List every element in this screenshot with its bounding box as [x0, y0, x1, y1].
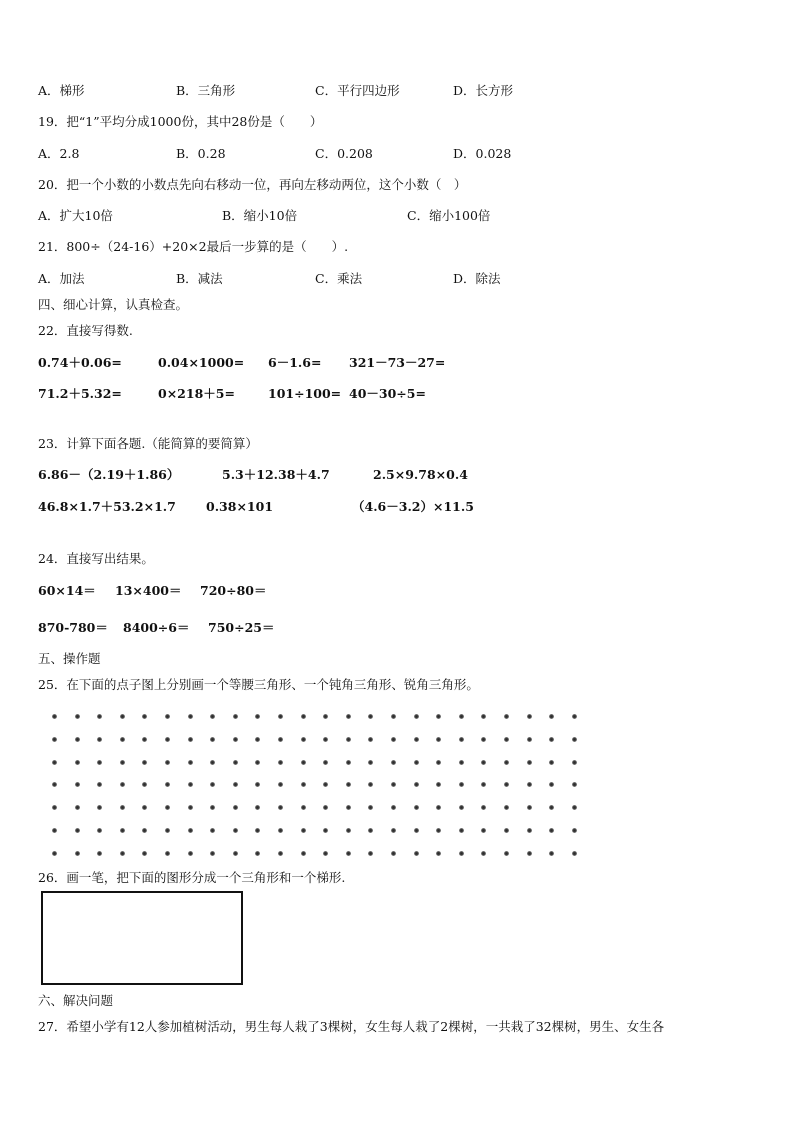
grid-dot[interactable]	[52, 737, 57, 742]
q18-option-b: B．三角形	[176, 83, 236, 98]
grid-dot[interactable]	[527, 782, 532, 787]
grid-dot[interactable]	[572, 737, 577, 742]
grid-dot[interactable]	[278, 805, 283, 810]
grid-dot[interactable]	[165, 782, 170, 787]
grid-dot[interactable]	[52, 782, 57, 787]
grid-dot[interactable]	[210, 760, 215, 765]
q22-item: 101÷100=	[268, 386, 342, 401]
grid-dot[interactable]	[436, 851, 441, 856]
grid-dot[interactable]	[301, 760, 306, 765]
grid-dot[interactable]	[120, 782, 125, 787]
grid-dot[interactable]	[142, 851, 147, 856]
grid-dot[interactable]	[97, 714, 102, 719]
grid-dot[interactable]	[391, 851, 396, 856]
q22-item: 40－30÷5=	[349, 386, 426, 401]
grid-dot[interactable]	[52, 805, 57, 810]
grid-dot[interactable]	[233, 714, 238, 719]
grid-dot[interactable]	[278, 828, 283, 833]
q23-item: 46.8×1.7＋53.2×1.7	[38, 499, 176, 514]
grid-dot[interactable]	[504, 805, 509, 810]
grid-dot[interactable]	[572, 851, 577, 856]
grid-dot[interactable]	[165, 828, 170, 833]
grid-dot[interactable]	[188, 760, 193, 765]
grid-dot[interactable]	[52, 760, 57, 765]
q20-stem: 20．把一个小数的小数点先向右移动一位，再向左移动两位，这个小数（ ）	[38, 177, 467, 192]
grid-dot[interactable]	[188, 805, 193, 810]
grid-dot[interactable]	[210, 851, 215, 856]
grid-dot[interactable]	[278, 714, 283, 719]
grid-dot[interactable]	[459, 737, 464, 742]
grid-dot[interactable]	[120, 737, 125, 742]
q21-option-a: A．加法	[38, 271, 85, 286]
grid-dot[interactable]	[97, 760, 102, 765]
grid-dot[interactable]	[210, 805, 215, 810]
grid-dot[interactable]	[165, 714, 170, 719]
grid-dot[interactable]	[97, 737, 102, 742]
grid-dot[interactable]	[210, 782, 215, 787]
grid-dot[interactable]	[278, 737, 283, 742]
grid-dot[interactable]	[165, 851, 170, 856]
grid-dot[interactable]	[459, 851, 464, 856]
grid-dot[interactable]	[391, 805, 396, 810]
q24-item: 13×400＝	[115, 583, 182, 598]
grid-dot[interactable]	[414, 828, 419, 833]
q22-stem: 22．直接写得数.	[38, 323, 133, 338]
grid-dot[interactable]	[368, 828, 373, 833]
grid-dot[interactable]	[391, 760, 396, 765]
q19-option-a: A．2.8	[38, 146, 80, 161]
grid-dot[interactable]	[346, 805, 351, 810]
grid-dot[interactable]	[323, 851, 328, 856]
q25-stem: 25．在下面的点子图上分别画一个等腰三角形、一个钝角三角形、锐角三角形。	[38, 677, 479, 692]
grid-dot[interactable]	[142, 760, 147, 765]
grid-dot[interactable]	[504, 760, 509, 765]
q22-item: 71.2＋5.32=	[38, 386, 122, 401]
grid-dot[interactable]	[436, 760, 441, 765]
grid-dot[interactable]	[75, 828, 80, 833]
q23-item: 0.38×101	[206, 499, 274, 514]
q19-option-d: D．0.028	[453, 146, 512, 161]
grid-dot[interactable]	[255, 760, 260, 765]
grid-dot[interactable]	[255, 828, 260, 833]
grid-dot[interactable]	[504, 828, 509, 833]
section-heading-6: 六、解决问题	[38, 993, 114, 1008]
grid-dot[interactable]	[368, 737, 373, 742]
grid-dot[interactable]	[346, 782, 351, 787]
grid-dot[interactable]	[391, 782, 396, 787]
grid-dot[interactable]	[188, 851, 193, 856]
grid-dot[interactable]	[97, 828, 102, 833]
grid-dot[interactable]	[278, 851, 283, 856]
grid-dot[interactable]	[346, 737, 351, 742]
grid-dot[interactable]	[233, 760, 238, 765]
grid-dot[interactable]	[165, 760, 170, 765]
q21-option-d: D．除法	[453, 271, 501, 286]
grid-dot[interactable]	[233, 782, 238, 787]
grid-dot[interactable]	[75, 851, 80, 856]
grid-dot[interactable]	[527, 805, 532, 810]
grid-dot[interactable]	[233, 737, 238, 742]
grid-dot[interactable]	[459, 782, 464, 787]
grid-dot[interactable]	[504, 782, 509, 787]
grid-dot[interactable]	[323, 760, 328, 765]
grid-dot[interactable]	[527, 714, 532, 719]
grid-dot[interactable]	[368, 714, 373, 719]
grid-dot[interactable]	[75, 782, 80, 787]
q24-item: 870-780＝	[38, 620, 108, 635]
grid-dot[interactable]	[301, 828, 306, 833]
grid-dot[interactable]	[188, 714, 193, 719]
grid-dot[interactable]	[527, 851, 532, 856]
grid-dot[interactable]	[572, 828, 577, 833]
grid-dot[interactable]	[142, 805, 147, 810]
grid-dot[interactable]	[481, 782, 486, 787]
grid-dot[interactable]	[572, 760, 577, 765]
grid-dot[interactable]	[549, 760, 554, 765]
grid-dot[interactable]	[414, 737, 419, 742]
grid-dot[interactable]	[368, 851, 373, 856]
grid-dot[interactable]	[549, 805, 554, 810]
grid-dot[interactable]	[75, 760, 80, 765]
grid-dot[interactable]	[481, 805, 486, 810]
grid-dot[interactable]	[527, 737, 532, 742]
grid-dot[interactable]	[233, 851, 238, 856]
grid-dot[interactable]	[301, 714, 306, 719]
grid-dot[interactable]	[233, 805, 238, 810]
grid-dot[interactable]	[414, 782, 419, 787]
q19-option-c: C．0.208	[315, 146, 373, 161]
grid-dot[interactable]	[346, 714, 351, 719]
grid-dot[interactable]	[120, 714, 125, 719]
q23-item: 6.86－（2.19＋1.86）	[38, 467, 180, 482]
grid-dot[interactable]	[391, 714, 396, 719]
q24-item: 750÷25＝	[208, 620, 275, 635]
q21-stem: 21．800÷（24-16）+20×2最后一步算的是（ ）.	[38, 239, 349, 254]
q24-stem: 24．直接写出结果。	[38, 551, 154, 566]
grid-dot[interactable]	[436, 828, 441, 833]
q22-item: 321－73－27=	[349, 355, 446, 370]
q22-item: 0.74＋0.06=	[38, 355, 122, 370]
grid-dot[interactable]	[527, 760, 532, 765]
grid-dot[interactable]	[549, 714, 554, 719]
grid-dot[interactable]	[255, 782, 260, 787]
grid-dot[interactable]	[97, 851, 102, 856]
q23-stem: 23．计算下面各题.（能简算的要简算）	[38, 436, 258, 451]
grid-dot[interactable]	[481, 760, 486, 765]
grid-dot[interactable]	[414, 805, 419, 810]
grid-dot[interactable]	[210, 828, 215, 833]
grid-dot[interactable]	[549, 782, 554, 787]
q23-item: 5.3＋12.38＋4.7	[222, 467, 330, 482]
grid-dot[interactable]	[346, 851, 351, 856]
grid-dot[interactable]	[301, 782, 306, 787]
grid-dot[interactable]	[549, 851, 554, 856]
grid-dot[interactable]	[368, 805, 373, 810]
grid-dot[interactable]	[436, 714, 441, 719]
q23-item: 2.5×9.78×0.4	[373, 467, 468, 482]
grid-dot[interactable]	[301, 805, 306, 810]
grid-dot[interactable]	[120, 760, 125, 765]
q20-option-b: B．缩小10倍	[222, 208, 298, 223]
grid-dot[interactable]	[481, 714, 486, 719]
grid-dot[interactable]	[210, 714, 215, 719]
grid-dot[interactable]	[459, 714, 464, 719]
q26-stem: 26．画一笔，把下面的图形分成一个三角形和一个梯形.	[38, 870, 346, 885]
grid-dot[interactable]	[75, 737, 80, 742]
grid-dot[interactable]	[481, 851, 486, 856]
grid-dot[interactable]	[323, 714, 328, 719]
grid-dot[interactable]	[323, 828, 328, 833]
grid-dot[interactable]	[346, 760, 351, 765]
grid-dot[interactable]	[120, 851, 125, 856]
grid-dot[interactable]	[572, 805, 577, 810]
grid-dot[interactable]	[459, 828, 464, 833]
grid-dot[interactable]	[368, 782, 373, 787]
grid-dot[interactable]	[188, 737, 193, 742]
grid-dot[interactable]	[481, 737, 486, 742]
q23-item: （4.6－3.2）×11.5	[352, 499, 474, 514]
grid-dot[interactable]	[233, 828, 238, 833]
q21-option-c: C．乘法	[315, 271, 363, 286]
q20-option-a: A．扩大10倍	[38, 208, 113, 223]
grid-dot[interactable]	[278, 760, 283, 765]
grid-dot[interactable]	[255, 851, 260, 856]
dot-grid[interactable]	[40, 706, 580, 856]
q22-item: 6－1.6=	[268, 355, 322, 370]
grid-dot[interactable]	[346, 828, 351, 833]
grid-dot[interactable]	[188, 782, 193, 787]
grid-dot[interactable]	[97, 805, 102, 810]
grid-dot[interactable]	[459, 805, 464, 810]
grid-dot[interactable]	[142, 782, 147, 787]
q22-item: 0×218＋5=	[158, 386, 235, 401]
grid-dot[interactable]	[391, 828, 396, 833]
grid-dot[interactable]	[52, 851, 57, 856]
grid-dot[interactable]	[323, 737, 328, 742]
section-heading-5: 五、操作题	[38, 651, 101, 666]
grid-dot[interactable]	[120, 828, 125, 833]
grid-dot[interactable]	[52, 828, 57, 833]
grid-dot[interactable]	[255, 714, 260, 719]
section-heading-4: 四、细心计算，认真检查。	[38, 297, 189, 312]
q27-stem: 27．希望小学有12人参加植树活动，男生每人栽了3棵树，女生每人栽了2棵树，一共栽了32棵树，男生、女生各	[38, 1019, 665, 1034]
grid-dot[interactable]	[504, 851, 509, 856]
q20-option-c: C．缩小100倍	[407, 208, 491, 223]
grid-dot[interactable]	[504, 714, 509, 719]
grid-dot[interactable]	[436, 805, 441, 810]
grid-dot[interactable]	[52, 714, 57, 719]
q19-stem: 19．把“1”平均分成1000份，其中28份是（ ）	[38, 114, 323, 129]
q18-option-c: C．平行四边形	[315, 83, 400, 98]
grid-dot[interactable]	[75, 805, 80, 810]
grid-dot[interactable]	[414, 851, 419, 856]
grid-dot[interactable]	[255, 737, 260, 742]
grid-dot[interactable]	[278, 782, 283, 787]
grid-dot[interactable]	[97, 782, 102, 787]
grid-dot[interactable]	[527, 828, 532, 833]
grid-dot[interactable]	[549, 828, 554, 833]
grid-dot[interactable]	[165, 805, 170, 810]
q18-option-a: A．梯形	[38, 83, 85, 98]
grid-dot[interactable]	[572, 782, 577, 787]
grid-dot[interactable]	[549, 737, 554, 742]
grid-dot[interactable]	[142, 737, 147, 742]
q18-option-d: D．长方形	[453, 83, 514, 98]
grid-dot[interactable]	[301, 737, 306, 742]
q22-item: 0.04×1000=	[158, 355, 245, 370]
q19-option-b: B．0.28	[176, 146, 226, 161]
rectangle-figure[interactable]	[41, 891, 243, 985]
grid-dot[interactable]	[504, 737, 509, 742]
grid-dot[interactable]	[75, 714, 80, 719]
grid-dot[interactable]	[368, 760, 373, 765]
grid-dot[interactable]	[572, 714, 577, 719]
grid-dot[interactable]	[301, 851, 306, 856]
q21-option-b: B．减法	[176, 271, 223, 286]
grid-dot[interactable]	[120, 805, 125, 810]
q24-item: 720÷80＝	[200, 583, 267, 598]
grid-dot[interactable]	[481, 828, 486, 833]
grid-dot[interactable]	[255, 805, 260, 810]
q24-item: 8400÷6＝	[123, 620, 190, 635]
grid-dot[interactable]	[165, 737, 170, 742]
grid-dot[interactable]	[459, 760, 464, 765]
grid-dot[interactable]	[142, 714, 147, 719]
grid-dot[interactable]	[323, 782, 328, 787]
grid-dot[interactable]	[414, 760, 419, 765]
q24-item: 60×14＝	[38, 583, 96, 598]
grid-dot[interactable]	[414, 714, 419, 719]
grid-dot[interactable]	[188, 828, 193, 833]
grid-dot[interactable]	[436, 737, 441, 742]
grid-dot[interactable]	[323, 805, 328, 810]
grid-dot[interactable]	[210, 737, 215, 742]
grid-dot[interactable]	[391, 737, 396, 742]
grid-dot[interactable]	[436, 782, 441, 787]
grid-dot[interactable]	[142, 828, 147, 833]
